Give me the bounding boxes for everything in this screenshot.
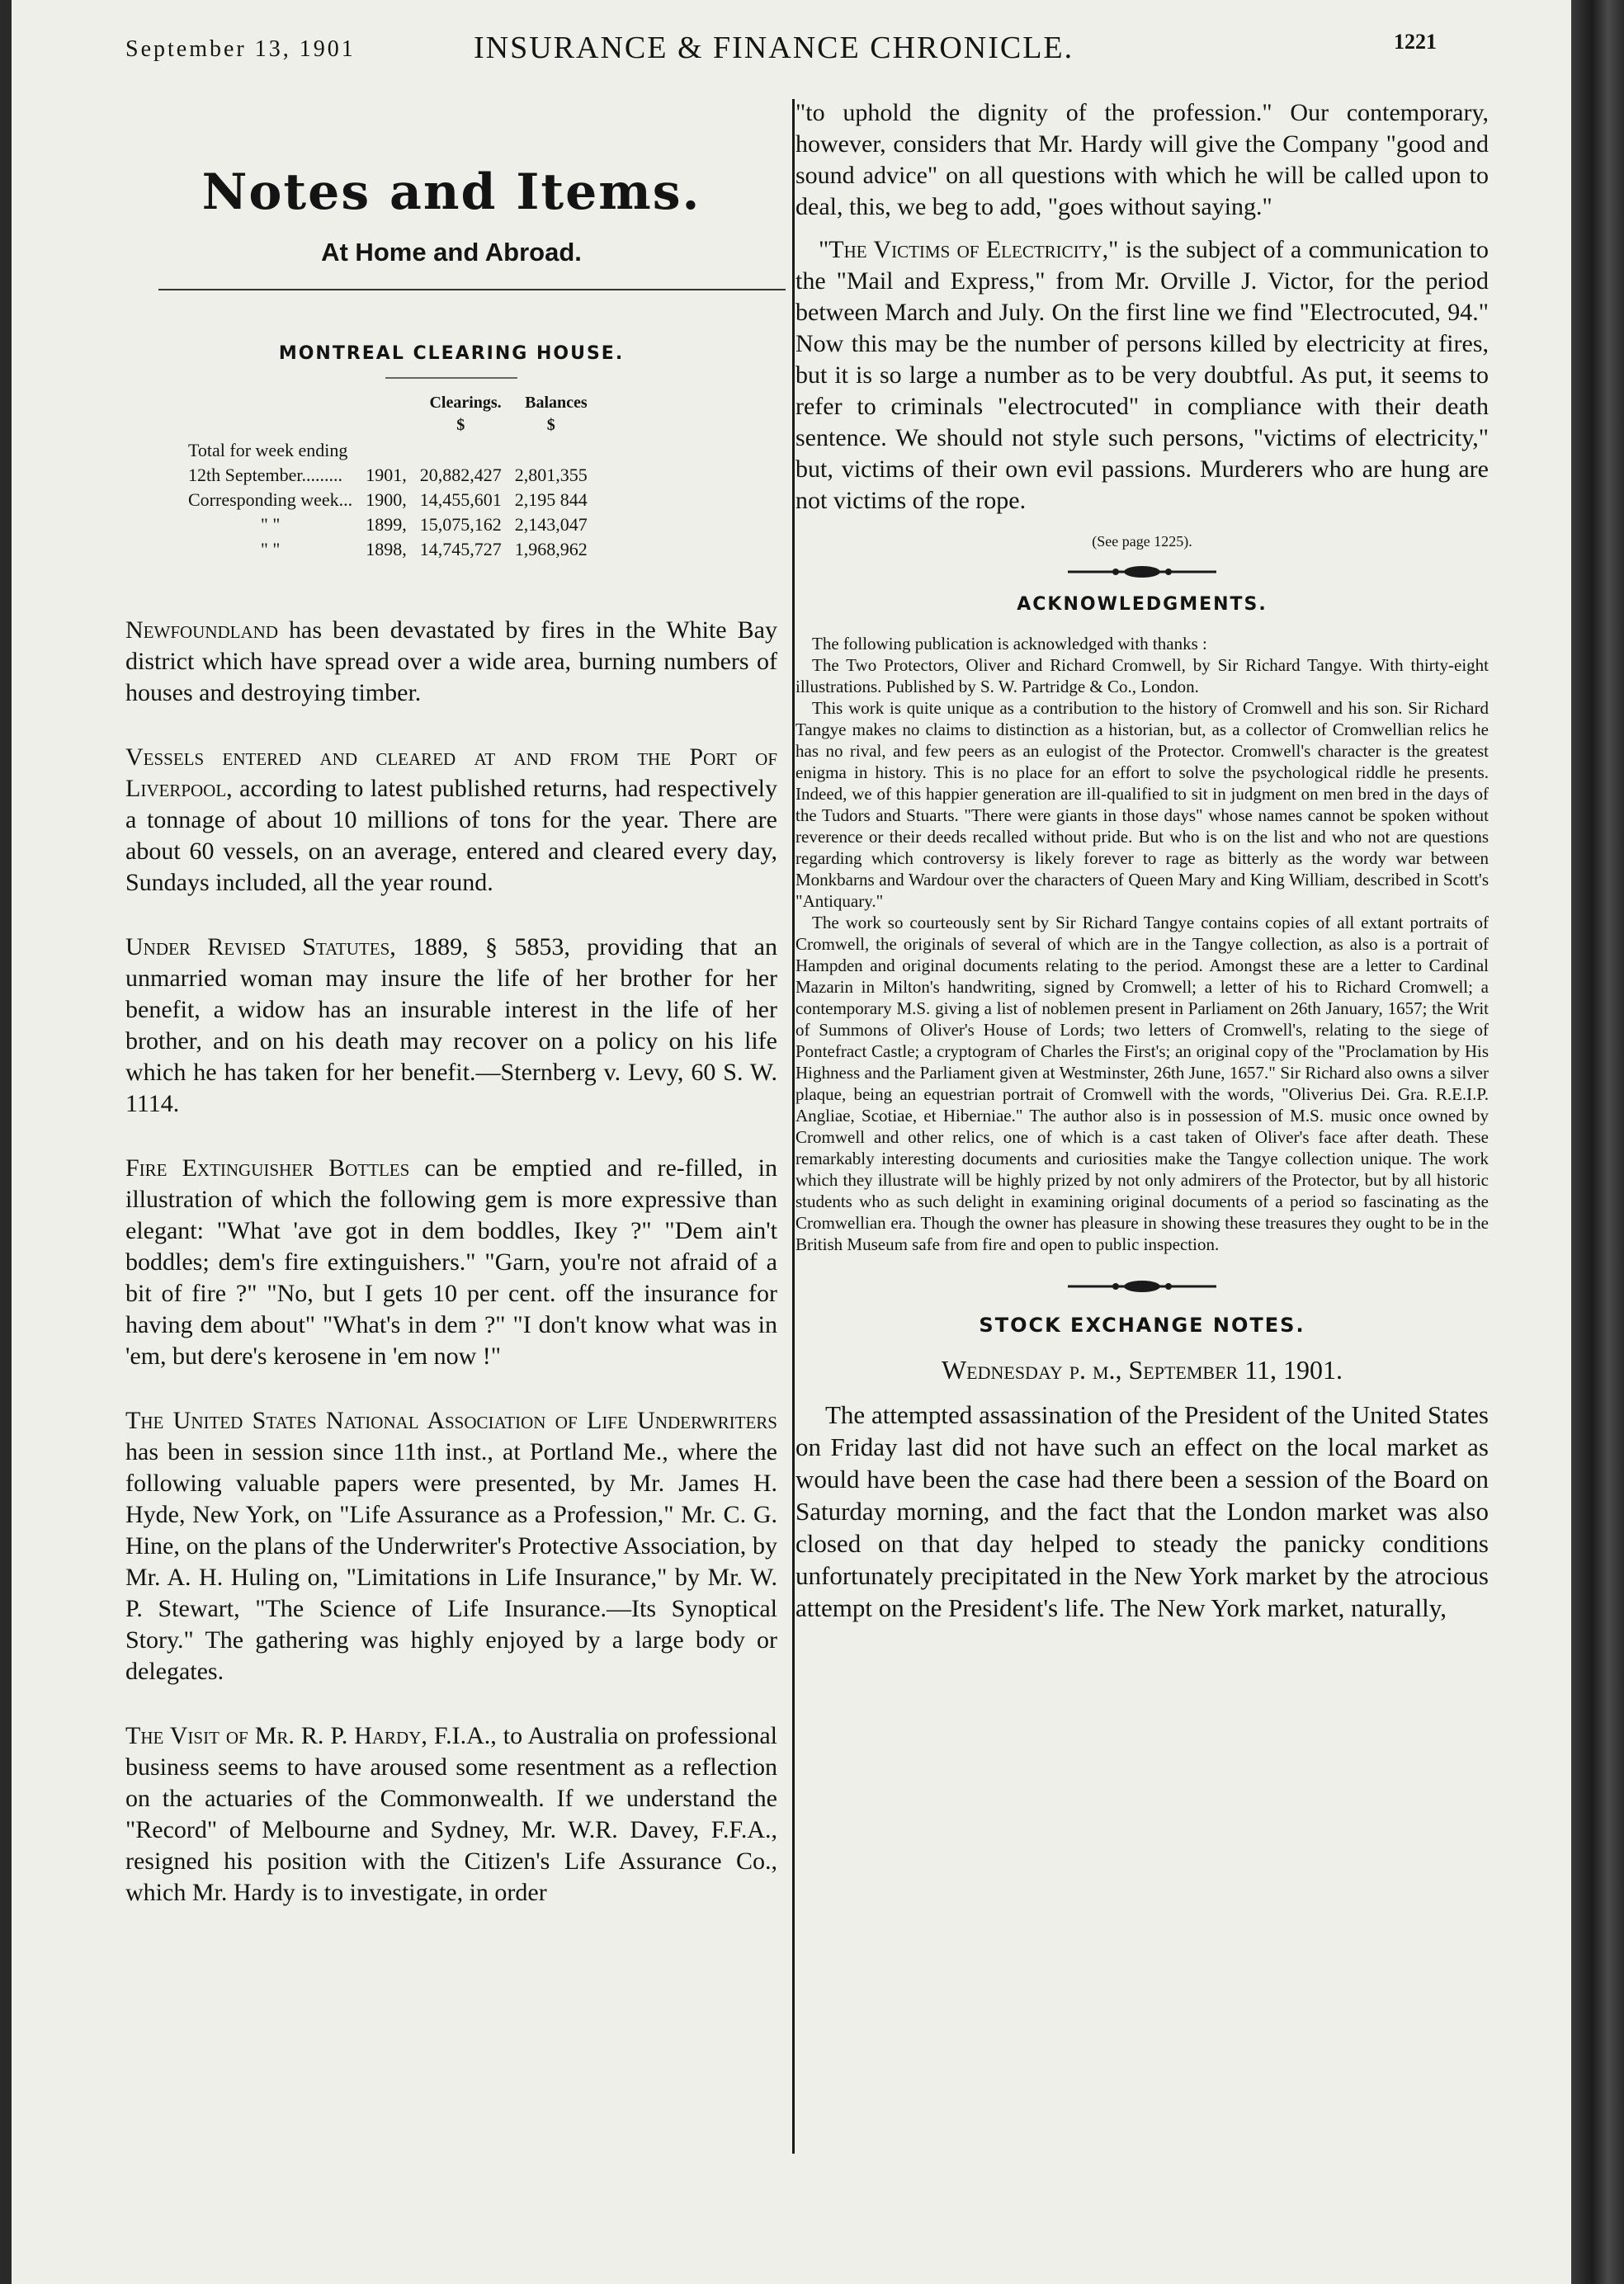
header-title: INSURANCE & FINANCE CHRONICLE.: [474, 31, 1074, 65]
item-lead: The Visit of Mr. R. P. Hardy,: [125, 1722, 427, 1749]
stock-exchange-body: The attempted assassination of the President of the United States on Friday last did not have such an effect on the local market as would have been the case had there been a session of the Board on Saturday morning, and the fact that the London market was also closed on that day helped to steady the panicky conditions unfortunately precipitated in the New York market by the atrocious attempt on the President's life. The New York market, naturally,: [795, 1400, 1489, 1622]
see-page-note: (See page 1225).: [1092, 533, 1192, 550]
clearing-house-table: [182, 394, 594, 562]
clearing-title-rule: [385, 377, 517, 379]
row-balances: 2,801,355: [514, 465, 588, 485]
row-label: 12th September.........: [188, 465, 342, 485]
item-lead: Newfoundland: [125, 616, 278, 644]
column-divider: [792, 99, 795, 2154]
item-lead: Vessels entered and cleared at and from the Port of Liverpool,: [125, 743, 777, 802]
row-balances: 1,968,962: [514, 539, 588, 559]
table-row: [182, 463, 594, 488]
row-year: 1898,: [366, 539, 407, 559]
newspaper-page: [12, 0, 1571, 2284]
item-body: is the subject of a communication to the "Mail and Express," from Mr. Orville J. Victor, for the period between March and July. On the first line we find "Electrocuted, 94." Now this may be the number of persons killed by electricity at fires, but it is so large a number as to be very doubtful. As put, it seems to refer to criminals "electrocuted" in compliance with their death sentence. We should not style such persons, "victims of electricity," but, victims of their own evil passions. Murderers who are hung are not victims of the rope.: [795, 236, 1489, 514]
item-hardy-visit: [125, 1720, 777, 1909]
table-row: [182, 512, 594, 537]
item-body: can be emptied and re-filled, in illustration of which the following gem is more expressive than elegant: "What 'ave got in dem boddles, Ikey ?" "Dem ain't boddles; dem's fire extinguishers." "Garn, you're not afraid of a bit of fire ?" "No, but I gets 10 per cent. off the insurance for having dem about" "What's in dem ?" "I don't know what was in 'em, but dere's kerosene in 'em now !": [125, 1154, 777, 1370]
right-column: [795, 97, 1489, 1624]
item-lead: Under Revised Statutes,: [125, 933, 396, 960]
item-underwriters: [125, 1405, 777, 1687]
row-clearings: 14,455,601: [419, 489, 502, 510]
item-body: has been in session since 11th inst., at Portland Me., where the following valuable papers were presented, by Mr. James H. Hyde, New York, on "Life Assurance as a Profession," Mr. C. G. Hine, on the plans of the Underwriter's Protective Association, by Mr. A. H. Huling on, "Limitations in Life Insurance," by Mr. W. P. Stewart, "The Science of Life Insurance.—Its Synoptical Story." The gathering was highly enjoyed by a large body or delegates.: [125, 1438, 777, 1685]
balances-column-header: Balances: [525, 394, 588, 412]
ornament-divider: [795, 565, 1489, 583]
section-title: Notes and Items.: [201, 163, 701, 221]
left-column: [125, 140, 777, 1909]
item-revised-statutes: [125, 932, 777, 1120]
row-clearings: 15,075,162: [419, 514, 502, 535]
currency-symbol: $: [546, 416, 555, 434]
ornament-divider: [795, 1280, 1489, 1297]
item-body: has been devastated by fires in the White Bay district which have spread over a wide area, burning numbers of houses and destroying timber.: [125, 616, 777, 706]
clearing-currency-row: [182, 416, 594, 438]
ack-review-continued: The work so courteously sent by Sir Richard Tangye contains copies of all extant portraits of Cromwell, the originals of several of which are in the Tangye collection, as also is a portrait of Hampden and original documents relating to the period. Amongst these are a letter to Cardinal Mazarin in Milton's handwriting, signed by Cromwell; a letter of his to Richard Cromwell; a contemporary M.S. giving a list of noblemen present in Parliament on 26th January, 1657; the Writ of Summons of Oliver's House of Lords; two letters of Cromwell's, relating to the siege of Pontefract Castle; a cryptogram of Charles the First's; an original copy of the "Proclamation by His Highness and the Parliament given at Westminster, 26th June, 1657." Sir Richard also owns a silver plaque, being an equestrian portrait of Cromwell with the words, "Oliverius Dei. Gra. R.E.I.P. Angliae, Scotiae, et Hiberniae." The author also is in possession of M.S. music once owned by Cromwell and other relics, one of which is a cast taken of Oliver's face after death. These remarkably interesting documents and curiosities make the Tangye collection unique. The work which they illustrate will be highly prized by not only admirers of the Protector, but by all historic students who as such delight in examining original documents of a period so fascinating as the Cromwellian era. Though the owner has pleasure in showing these treasures they ought to be in the British Museum safe from fire and open to public inspection.: [795, 913, 1489, 1254]
item-body: 1889, § 5853, providing that an unmarried woman may insure the life of her brother for her benefit, a widow has an insurable interest in the life of her brother, and on his death may recover on a policy on his life which he has taken for her benefit.—Sternberg v. Levy, 60 S. W. 1114.: [125, 933, 777, 1117]
currency-symbol: $: [456, 416, 465, 434]
row-year: 1899,: [366, 514, 407, 535]
row-label: Corresponding week...: [188, 489, 353, 510]
table-row: [182, 488, 594, 512]
item-fire-extinguisher: [125, 1153, 777, 1372]
stock-exchange-title: STOCK EXCHANGE NOTES.: [979, 1314, 1305, 1337]
item-body: F.I.A., to Australia on professional business seems to have aroused some resentment as a reflection on the actuaries of the Commonwealth. If we understand the "Record" of Melbourne and Sydney, Mr. W.R. Davey, F.F.A., resigned his position with the Citizen's Life Assurance Co., which Mr. Hardy is to investigate, in order: [125, 1722, 778, 1906]
page-edge: [1571, 0, 1624, 2284]
item-lead: Fire Extinguisher Bottles: [125, 1154, 410, 1182]
row-year: 1901,: [366, 465, 407, 485]
item-liverpool: [125, 742, 777, 899]
ornament-rule-icon: [1068, 565, 1216, 578]
row-balances: 2,195 844: [514, 489, 588, 510]
table-row: [182, 438, 594, 463]
row-clearings: [413, 438, 508, 463]
section-divider: [158, 289, 786, 290]
ack-book: The Two Protectors, Oliver and Richard Cromwell, by Sir Richard Tangye. With thirty-eight illustrations. Published by S. W. Partridge & Co., London.: [795, 655, 1489, 696]
ack-review: This work is quite unique as a contribution to the history of Cromwell and his son. Sir Richard Tangye makes no claims to distinction as a historian, but, as a collector of Cromwellian relics he has no rival, and few peers as an eulogist of the Protector. Cromwell's character is the greatest enigma in history. This is no place for an effort to solve the psychological riddle he presents. Indeed, we of this happier generation are ill-qualified to sit in judgment on men bred in the days of the Tudors and Stuarts. "There were giants in those days" whose names cannot be spoken without reverence or their deeds recalled without pride. But who is on the list and who not are questions regarding which controversy is likely forever to rage as bitterly as the wordy war between Monkbarns and Wardour over the characters of Queen Mary and King William, described in Scott's "Antiquary.": [795, 698, 1489, 911]
row-label: Total for week ending: [188, 440, 348, 460]
row-balances: 2,143,047: [514, 514, 588, 535]
table-row: [182, 537, 594, 562]
item-hardy-continued: "to uphold the dignity of the profession." Our contemporary, however, considers that Mr. Hardy will give the Company "good and sound advice" on all questions with which he will be called upon to deal, this, we beg to add, "goes without saying.": [795, 99, 1489, 220]
item-lead: The United States National Association of Life Underwriters: [125, 1407, 777, 1434]
header-page-number: 1221: [1394, 30, 1437, 54]
acknowledgments-title: ACKNOWLEDGMENTS.: [1017, 594, 1268, 615]
row-label: " ": [260, 514, 281, 535]
ack-intro: The following publication is acknowledged with thanks :: [812, 634, 1207, 654]
row-year: [359, 438, 413, 463]
section-subtitle: At Home and Abroad.: [321, 238, 582, 267]
row-clearings: 14,745,727: [419, 539, 502, 559]
stock-exchange-date: Wednesday p. m., September 11, 1901.: [941, 1355, 1343, 1385]
item-body: according to latest published returns, had respectively a tonnage of about 10 millions of tons for the year. There are about 60 vessels, on an average, entered and cleared every day, Sundays included, all the year round.: [125, 775, 777, 896]
row-clearings: 20,882,427: [419, 465, 502, 485]
row-label: " ": [260, 539, 281, 559]
item-electricity: [795, 234, 1489, 517]
item-newfoundland: [125, 615, 777, 709]
clearings-column-header: Clearings.: [429, 394, 502, 412]
ornament-rule-icon: [1068, 1280, 1216, 1293]
row-year: 1900,: [366, 489, 407, 510]
row-balances: [508, 438, 594, 463]
header-date: September 13, 1901: [125, 36, 356, 62]
clearing-header-row: [182, 394, 594, 416]
clearing-house-title: MONTREAL CLEARING HOUSE.: [278, 343, 625, 364]
item-lead: "The Victims of Electricity,": [819, 236, 1119, 263]
